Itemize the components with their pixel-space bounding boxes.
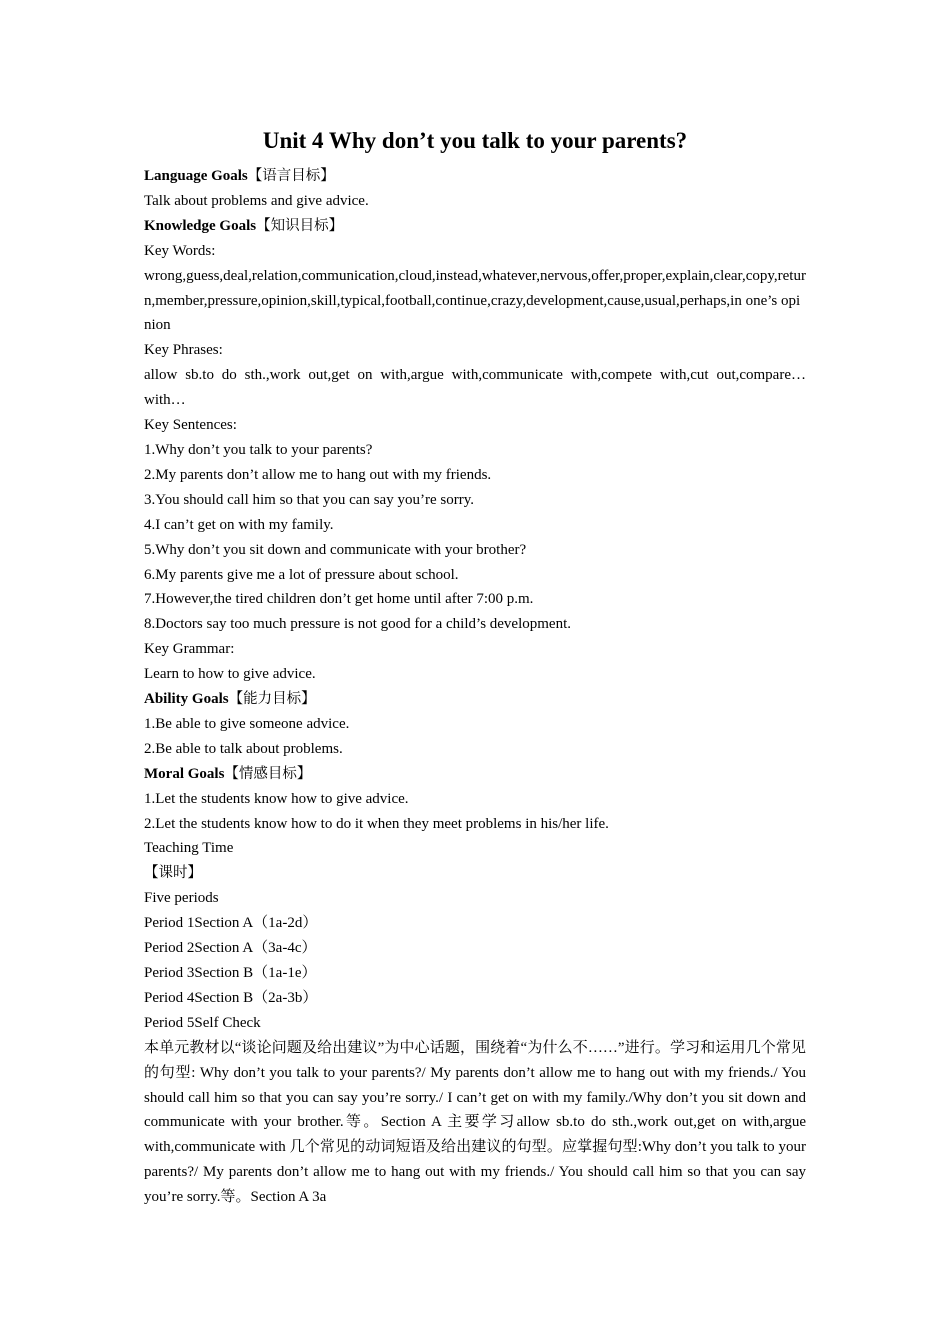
moral-goals-heading xyxy=(144,762,806,787)
key-phrases-label: Key Phrases: xyxy=(144,342,223,359)
key-phrases-list: allow sb.to do sth.,work out,get on with,argue with,communicate with,compete with,cut out,compare… with… xyxy=(144,367,806,409)
key-sentence: 6.My parents give me a lot of pressure about school. xyxy=(144,566,459,583)
knowledge-goals-heading-cn: 【知识目标】 xyxy=(256,217,344,234)
teaching-time-label-cn: 【课时】 xyxy=(144,865,202,882)
key-words-label: Key Words: xyxy=(144,242,216,259)
moral-goal-item: 1.Let the students know how to give advice. xyxy=(144,790,409,807)
key-sentences-label: Key Sentences: xyxy=(144,417,237,434)
ability-goal-item: 2.Be able to talk about problems. xyxy=(144,740,343,757)
key-words-list: wrong,guess,deal,relation,communication,cloud,instead,whatever,nervous,offer,proper,explain,clear,copy,return,member,pressure,opinion,skill,typical,football,continue,crazy,development,cause,usual,perhaps,in one’s opinion xyxy=(144,267,806,334)
period-item: Period 1Section A（1a-2d） xyxy=(144,915,318,932)
ability-goal-item: 1.Be able to give someone advice. xyxy=(144,715,350,732)
key-sentence: 7.However,the tired children don’t get home until after 7:00 p.m. xyxy=(144,591,534,608)
key-sentence: 8.Doctors say too much pressure is not good for a child’s development. xyxy=(144,616,572,633)
period-item: Period 2Section A（3a-4c） xyxy=(144,940,317,957)
page-title: Unit 4 Why don’t you talk to your parents? xyxy=(262,128,688,153)
key-sentence: 1.Why don’t you talk to your parents? xyxy=(144,441,373,458)
moral-goals-heading-en: Moral Goals xyxy=(144,765,225,782)
period-item: Period 5Self Check xyxy=(144,1014,261,1031)
teaching-time-total: Five periods xyxy=(144,890,219,907)
moral-goals-heading-cn: 【情感目标】 xyxy=(224,765,312,782)
language-goals-text: Talk about problems and give advice. xyxy=(144,192,369,209)
language-goals-heading-en: Language Goals xyxy=(144,168,248,184)
key-grammar-label: Key Grammar: xyxy=(144,641,235,658)
key-sentence: 4.I can’t get on with my family. xyxy=(144,516,334,533)
analysis-paragraph: 本单元教材以“谈论问题及给出建议”为中心话题，围绕着“为什么不……”进行。学习和运用几个常见的句型: Why don’t you talk to your parents?/ My parents don’t allow me to hang out with my friends./ You should call him so that you can say you’re sorry./ I can’t get on with my family./Why don’t you sit down and communicate with your brother.等。Section A 主要学习allow sb.to do sth.,work out,get on with,argue with,communicate with 几个常见的动词短语及给出建议的句型。应掌握句型:Why don’t you talk to your parents?/ My parents don’t allow me to hang out with my friends./ You should call him so that you can say you’re sorry.等。Section A 3a xyxy=(144,1039,806,1206)
language-goals-heading-cn: 【语言目标】 xyxy=(247,168,335,184)
key-sentence: 5.Why don’t you sit down and communicate with your brother? xyxy=(144,541,527,558)
teaching-time-label: Teaching Time xyxy=(144,840,234,857)
ability-goals-heading-en: Ability Goals xyxy=(144,691,229,708)
language-goals-heading xyxy=(144,164,806,189)
key-sentence: 2.My parents don’t allow me to hang out with my friends. xyxy=(144,466,492,483)
ability-goals-heading-cn: 【能力目标】 xyxy=(228,691,316,708)
document-page xyxy=(144,124,806,1210)
period-item: Period 4Section B（2a-3b） xyxy=(144,989,318,1006)
knowledge-goals-heading xyxy=(144,214,806,239)
key-sentence: 3.You should call him so that you can say you’re sorry. xyxy=(144,491,474,508)
moral-goal-item: 2.Let the students know how to do it when they meet problems in his/her life. xyxy=(144,815,609,832)
key-grammar-text: Learn to how to give advice. xyxy=(144,666,316,683)
period-item: Period 3Section B（1a-1e） xyxy=(144,965,317,981)
ability-goals-heading xyxy=(144,687,806,712)
knowledge-goals-heading-en: Knowledge Goals xyxy=(144,217,257,234)
